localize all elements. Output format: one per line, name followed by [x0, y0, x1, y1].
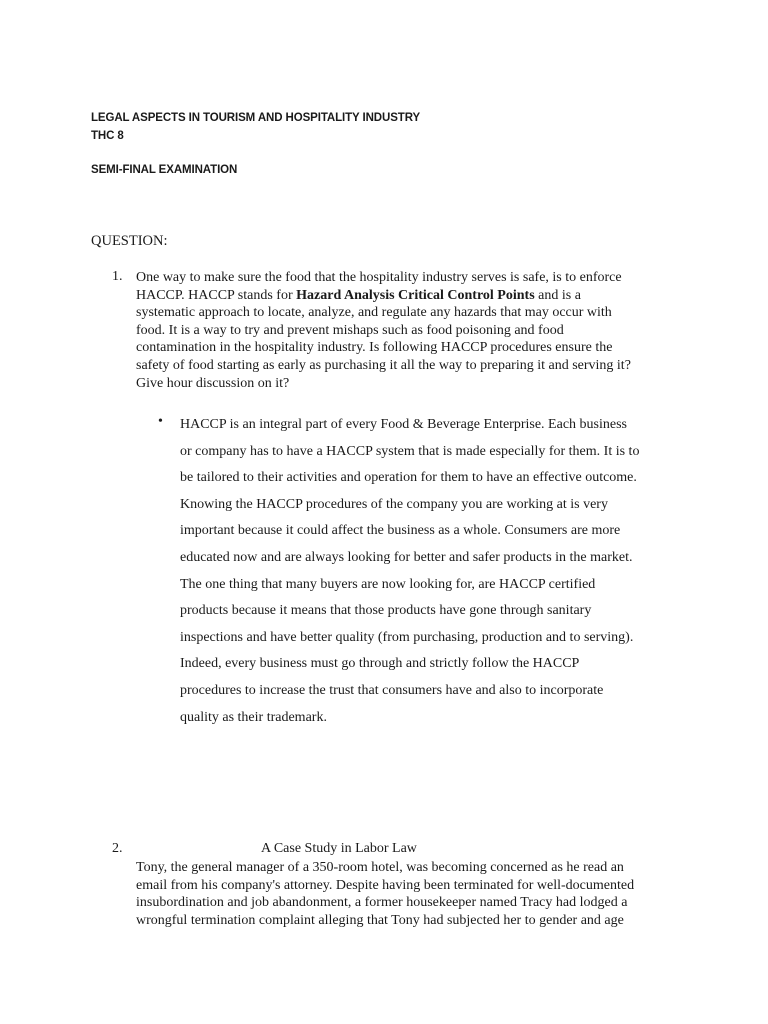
question-1-line [136, 357, 656, 375]
answer-line: educated now and are always looking for better and safer products in the market. [180, 549, 633, 565]
question-1-line [136, 287, 656, 305]
question-2-line: wrongful termination complaint alleging that Tony had subjected her to gender and age [136, 912, 624, 928]
answer-line: be tailored to their activities and operation for them to have an effective outcome. [180, 470, 637, 486]
course-code: THC 8 [91, 130, 124, 142]
question-2-line: email from his company's attorney. Despite having been terminated for well-documented [136, 877, 635, 893]
bullet-icon: • [158, 414, 163, 429]
question-1-number: 1. [112, 269, 123, 284]
answer-line: or company has to have a HACCP system that is made especially for them. It is to [180, 443, 640, 459]
question-1-text [136, 269, 656, 392]
answer-line: procedures to increase the trust that consumers have and also to incorporate [180, 682, 604, 698]
exam-title: SEMI-FINAL EXAMINATION [91, 164, 238, 176]
text-segment: HACCP. HACCP stands for [136, 287, 297, 303]
question-1-line [136, 375, 656, 393]
question-1-line [136, 269, 656, 287]
course-title: LEGAL ASPECTS IN TOURISM AND HOSPITALITY INDUSTRY [91, 112, 421, 124]
question-1-line [136, 322, 656, 340]
answer-line: products because it means that those products have gone through sanitary [180, 603, 592, 619]
text-segment: contamination in the hospitality industry. Is following HACCP procedures ensure the [136, 340, 613, 356]
question-1-line [136, 304, 656, 322]
answer-line: Indeed, every business must go through and strictly follow the HACCP [180, 656, 580, 672]
question-2-line: insubordination and job abandonment, a former housekeeper named Tracy had lodged a [136, 895, 628, 911]
question-2-text [136, 859, 676, 929]
answer-line: inspections and have better quality (from purchasing, production and to serving). [180, 629, 634, 645]
text-segment: Give hour discussion on it? [136, 375, 290, 391]
answer-line: HACCP is an integral part of every Food & Beverage Enterprise. Each business [180, 417, 627, 432]
question-2-line: Tony, the general manager of a 350-room hotel, was becoming concerned as he read an [136, 860, 624, 875]
answer-line: important because it could affect the business as a whole. Consumers are more [180, 523, 621, 539]
question-heading: QUESTION: [91, 233, 168, 249]
answer-line: Knowing the HACCP procedures of the company you are working at is very [180, 496, 608, 512]
text-segment: food. It is a way to try and prevent mishaps such as food poisoning and food [136, 322, 564, 338]
text-segment: safety of food starting as early as purchasing it all the way to preparing it and serving it? [136, 357, 631, 373]
case-study-title: A Case Study in Labor Law [261, 841, 417, 856]
bold-term: Hazard Analysis Critical Control Points [296, 287, 535, 303]
text-segment: systematic approach to locate, analyze, and regulate any hazards that may occur with [136, 305, 612, 321]
text-segment: and is a [534, 287, 581, 303]
question-2-number: 2. [112, 841, 123, 856]
answer-line: quality as their trademark. [180, 709, 327, 725]
question-1-line [136, 339, 656, 357]
question-1-answer [180, 412, 690, 731]
answer-line: The one thing that many buyers are now looking for, are HACCP certified [180, 576, 596, 592]
text-segment: One way to make sure the food that the hospitality industry serves is safe, is to enforce [136, 270, 622, 285]
